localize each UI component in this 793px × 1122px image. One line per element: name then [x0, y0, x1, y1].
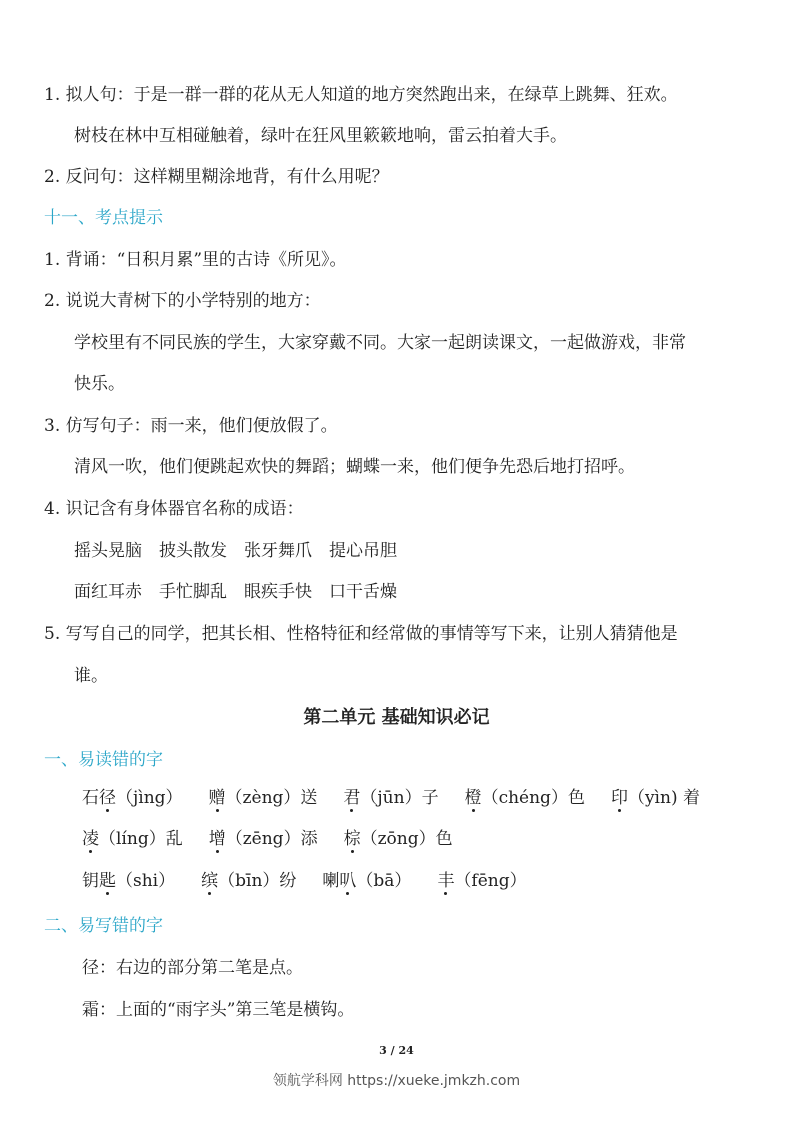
pinyin-item: [322, 870, 411, 892]
dotted-char: 赠: [208, 788, 226, 808]
idioms-row-2: 面红耳赤 手忙脚乱 眼疾手快 口干舌燥: [74, 582, 397, 602]
sentence-personification-example: 树枝在林中互相碰触着，绿叶在狂风里簌簌地响，雷云拍着大手。: [74, 126, 567, 146]
pinyin-text: （bīn）纷: [218, 871, 297, 891]
section-heading-exam-tips: 十一、考点提示: [44, 208, 163, 228]
pinyin-item: [611, 787, 700, 809]
pinyin-text: （jìng）: [116, 788, 183, 808]
page-number: 3 / 24: [379, 1044, 414, 1057]
pinyin-item: [437, 870, 526, 892]
dotted-char: 丰: [437, 871, 455, 891]
dotted-char: 凌: [82, 829, 99, 849]
pinyin-text: （bā）: [356, 871, 412, 891]
pinyin-item: [344, 828, 453, 850]
note-1: 径：右边的部分第二笔是点。: [82, 958, 303, 978]
tip-3-answer: 清风一吹，他们便跳起欢快的舞蹈；蝴蝶一来，他们便争先恐后地打招呼。: [74, 457, 635, 477]
pinyin-item: [82, 870, 175, 892]
pinyin-text: （yìn) 着: [627, 788, 700, 808]
note-2: 霜：上面的“雨字头”第三笔是横钩。: [82, 1000, 355, 1020]
sentence-personification: 1. 拟人句：于是一群一群的花从无人知道的地方突然跑出来，在绿草上跳舞、狂欢。: [44, 85, 678, 105]
dotted-char: 匙: [99, 871, 116, 891]
pinyin-text: （jūn）子: [360, 788, 439, 808]
pinyin-text: （chéng）色: [481, 788, 585, 808]
dotted-char: 叭: [339, 871, 357, 891]
tip-5-cont: 谁。: [74, 666, 108, 686]
pinyin-text: 喇: [322, 871, 340, 891]
tip-5: 5. 写写自己的同学，把其长相、性格特征和经常做的事情等写下来，让别人猜猜他是: [44, 624, 678, 644]
dotted-char: 径: [99, 788, 116, 808]
sentence-rhetorical: 2. 反问句：这样糊里糊涂地背，有什么用呢？: [44, 167, 389, 187]
dotted-char: 君: [343, 788, 361, 808]
tip-4: 4. 识记含有身体器官名称的成语：: [44, 499, 304, 519]
dotted-char: 缤: [201, 871, 219, 891]
tip-2-answer-cont: 快乐。: [74, 374, 125, 394]
pinyin-item: [209, 828, 318, 850]
pinyin-item: [82, 787, 183, 809]
idioms-row-1: 摇头晃脑 披头散发 张牙舞爪 提心吊胆: [74, 541, 397, 561]
section-heading-misread: 一、易读错的字: [44, 750, 163, 770]
pinyin-item: [343, 787, 438, 809]
pinyin-item: [82, 828, 183, 850]
footer-watermark: 领航学科网 https://xueke.jmkzh.com: [272, 1073, 521, 1089]
tip-2-answer: 学校里有不同民族的学生，大家穿戴不同。大家一起朗读课文，一起做游戏，非常: [74, 333, 686, 353]
pinyin-row: [82, 870, 553, 892]
pinyin-text: （zōng）色: [360, 829, 453, 849]
pinyin-text: （shi）: [116, 871, 176, 891]
section-heading-miswritten: 二、易写错的字: [44, 916, 163, 936]
dotted-char: 棕: [343, 829, 361, 849]
pinyin-text: 石: [82, 788, 99, 808]
pinyin-text: （zēng）添: [225, 829, 318, 849]
pinyin-text: （fēng）: [454, 871, 527, 891]
dotted-char: 橙: [464, 788, 482, 808]
pinyin-text: （zèng）送: [225, 788, 318, 808]
unit-title: 第二单元 基础知识必记: [303, 707, 490, 728]
pinyin-item: [209, 787, 318, 809]
pinyin-text: 钥: [82, 871, 99, 891]
tip-2: 2. 说说大青树下的小学特别的地方：: [44, 291, 321, 311]
pinyin-row: [82, 828, 479, 850]
tip-3: 3. 仿写句子：雨一来，他们便放假了。: [44, 416, 338, 436]
pinyin-item: [201, 870, 296, 892]
dotted-char: 增: [208, 829, 226, 849]
tip-1: 1. 背诵：“日积月累”里的古诗《所见》。: [44, 250, 347, 270]
pinyin-item: [465, 787, 585, 809]
pinyin-row: [82, 787, 726, 809]
dotted-char: 印: [610, 788, 628, 808]
pinyin-text: （líng）乱: [99, 829, 183, 849]
